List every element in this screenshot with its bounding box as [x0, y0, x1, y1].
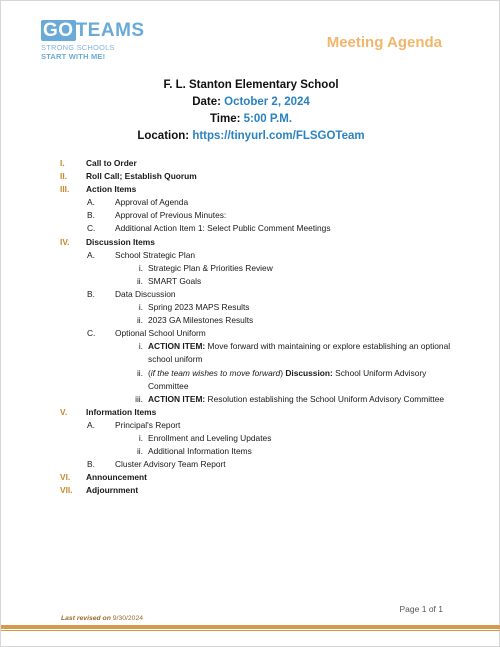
agenda-list [1, 157, 500, 497]
agenda-subitem [1, 288, 500, 301]
action-item-text: Move forward with maintaining or explore establishing an optional school uniform [148, 341, 451, 365]
agenda-item [1, 471, 500, 484]
logo-teams: TEAMS [75, 20, 145, 41]
location-label: Location: [137, 130, 193, 142]
agenda-subsubitem-number: ii. [136, 275, 143, 286]
agenda-item-number: III. [60, 184, 70, 195]
agenda-subsubitem-label: 2023 GA Milestones Results [148, 315, 254, 326]
agenda-subitem [1, 209, 500, 222]
agenda-subsubitem-label: Spring 2023 MAPS Results [148, 302, 250, 313]
agenda-subitem-letter: C. [87, 328, 96, 339]
last-revised-label: Last revised on [61, 615, 111, 622]
agenda-subsubitem-number: ii. [136, 446, 143, 457]
agenda-item-label: Action Items [86, 184, 137, 195]
agenda-subitem-letter: B. [87, 210, 95, 221]
time-value: 5:00 P.M. [243, 113, 293, 125]
agenda-subsubitem-label: Enrollment and Leveling Updates [148, 432, 272, 443]
agenda-subitem [1, 222, 500, 235]
agenda-subitem-letter: A. [87, 197, 95, 208]
discussion-tag: Discussion: [285, 367, 333, 378]
agenda-subsubitem-number: i. [138, 432, 143, 443]
agenda-subsubitem-number: i. [138, 341, 143, 352]
agenda-subsubitem-number: i. [138, 302, 143, 313]
last-revised [61, 615, 143, 622]
agenda-item [1, 170, 500, 183]
footer-rule-thin [1, 630, 500, 631]
agenda-subsubitem [1, 340, 500, 366]
agenda-subitem-label: Data Discussion [115, 288, 176, 299]
last-revised-date: 9/30/2024 [110, 615, 144, 622]
agenda-subsubitem-label [148, 393, 453, 406]
agenda-subsubitem-label: Strategic Plan & Priorities Review [148, 262, 273, 273]
go-teams-logo [41, 21, 145, 61]
agenda-item-number: IV. [60, 236, 70, 247]
meeting-date [1, 94, 500, 111]
logo-wordmark [41, 21, 145, 41]
date-label: Date: [192, 96, 225, 108]
agenda-item-label: Information Items [86, 406, 157, 417]
agenda-item-number: I. [60, 158, 65, 168]
agenda-subitem-label: Principal's Report [115, 419, 181, 430]
action-item-tag: ACTION ITEM: [148, 341, 206, 352]
agenda-subitem-letter: B. [87, 459, 95, 470]
agenda-item [1, 236, 500, 249]
agenda-item-number: VI. [60, 472, 71, 483]
agenda-subitem [1, 196, 500, 209]
agenda-subsubitem [1, 445, 500, 458]
agenda-subsubitem-number: ii. [136, 367, 143, 378]
meeting-location [1, 128, 500, 145]
agenda-item [1, 157, 500, 170]
agenda-subitem-label: School Strategic Plan [115, 249, 196, 260]
logo-tagline-line2: START WITH ME! [41, 52, 106, 61]
agenda-subsubitem-number: ii. [136, 315, 143, 326]
agenda-subsubitem [1, 301, 500, 314]
agenda-subsubitem [1, 314, 500, 327]
location-link[interactable]: https://tinyurl.com/FLSGOTeam [192, 130, 365, 142]
action-item-text: Resolution establishing the School Uniform Advisory Committee [205, 393, 445, 404]
school-name: F. L. Stanton Elementary School [163, 79, 339, 91]
agenda-item [1, 183, 500, 196]
paren-open: ( [148, 367, 151, 378]
agenda-item-label: Roll Call; Establish Quorum [86, 171, 197, 182]
agenda-item [1, 484, 500, 497]
agenda-subitem-label: Additional Action Item 1: Select Public Comment Meetings [115, 223, 331, 234]
agenda-subitem-label: Approval of Previous Minutes: [115, 210, 227, 221]
agenda-item-label: Discussion Items [86, 236, 155, 247]
agenda-subitem-letter: B. [87, 288, 95, 299]
agenda-subitem-label: Cluster Advisory Team Report [115, 459, 226, 470]
logo-tagline-line1: STRONG SCHOOLS [41, 43, 115, 52]
agenda-subsubitem-number: i. [138, 262, 143, 273]
agenda-subsubitem [1, 275, 500, 288]
agenda-subitem-label: Approval of Agenda [115, 197, 189, 208]
logo-go: GO [43, 20, 74, 41]
agenda-subitem [1, 419, 500, 432]
agenda-item-number: V. [60, 406, 68, 417]
paren-close: ) [280, 367, 286, 378]
agenda-subsubitem-label [148, 340, 453, 366]
agenda-item-number: II. [60, 171, 67, 182]
action-item-tag: ACTION ITEM: [148, 393, 206, 404]
agenda-subsubitem [1, 393, 500, 406]
agenda-subitem-letter: A. [87, 249, 95, 260]
agenda-subsubitem-number: iii. [135, 393, 143, 404]
agenda-item-label: Call to Order [86, 158, 137, 168]
agenda-subitem-letter: A. [87, 419, 95, 430]
agenda-subitem [1, 249, 500, 262]
agenda-item-number: VII. [60, 485, 73, 496]
agenda-subsubitem [1, 432, 500, 445]
meeting-time [1, 111, 500, 128]
date-value: October 2, 2024 [224, 96, 310, 108]
agenda-subitem-letter: C. [87, 223, 96, 234]
agenda-subsubitem-label: SMART Goals [148, 275, 202, 286]
agenda-subitem [1, 458, 500, 471]
discussion-text: School Uniform Advisory Committee [148, 367, 427, 391]
agenda-item-label: Announcement [86, 472, 147, 483]
agenda-subsubitem [1, 367, 500, 393]
document-title: Meeting Agenda [326, 34, 442, 51]
agenda-subsubitem-label [148, 367, 453, 393]
page-number: Page 1 of 1 [399, 604, 443, 614]
agenda-subsubitem [1, 262, 500, 275]
agenda-subitem-label: Optional School Uniform [115, 328, 206, 339]
footer-rule-thick [1, 625, 500, 629]
logo-tagline [41, 43, 145, 61]
agenda-item-label: Adjournment [86, 485, 139, 496]
agenda-subitem [1, 327, 500, 340]
agenda-item [1, 406, 500, 419]
conditional-note: if the team wishes to move forward [150, 367, 281, 378]
time-label: Time: [209, 113, 244, 125]
agenda-subsubitem-label: Additional Information Items [148, 446, 252, 457]
meeting-header [1, 77, 500, 145]
